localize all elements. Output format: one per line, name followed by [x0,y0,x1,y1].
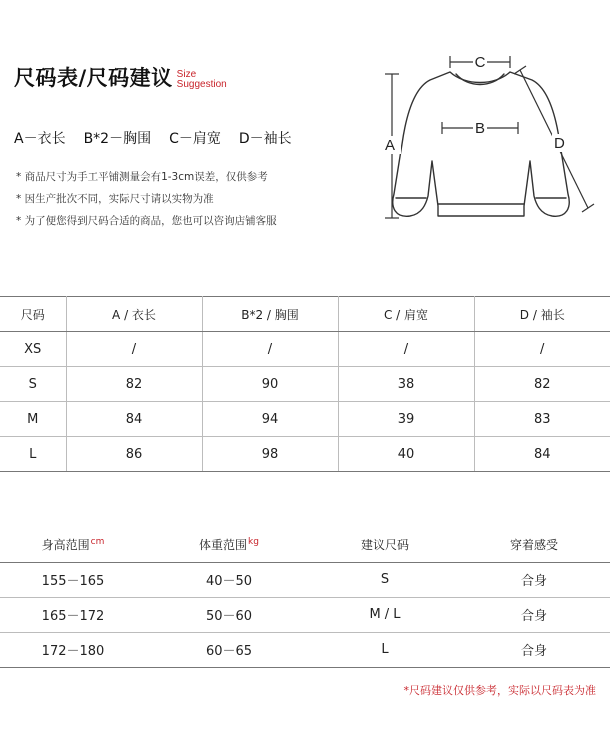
title-main: 尺码表/尺码建议 [14,66,173,90]
header-suggested-size: 建议尺码 [312,527,458,562]
cell-height: 165－172 [0,597,146,632]
cell-chest: / [202,332,338,367]
size-chart-table [0,296,610,472]
header-chest: B*2 / 胸围 [202,297,338,332]
cell-sleeve: 83 [474,402,610,437]
weight-label: 体重范围 [199,537,248,552]
measurement-legend [14,128,292,148]
cell-suggested-size: L [312,632,458,667]
cell-weight: 40－50 [146,562,312,597]
header-sleeve: D / 袖长 [474,297,610,332]
cell-height: 172－180 [0,632,146,667]
cell-length: 86 [66,437,202,472]
cell-length: 82 [66,367,202,402]
cell-suggested-size: M / L [312,597,458,632]
table-row [0,367,610,402]
cell-size: XS [0,332,66,367]
header-height-range [0,527,146,562]
title-subtitle [177,70,227,90]
cell-shoulder: 38 [338,367,474,402]
table-row [0,437,610,472]
table-header-row [0,297,610,332]
header-fit-feel: 穿着感受 [458,527,610,562]
legend-item-d: D－袖长 [238,131,292,147]
legend-item-b: B*2－胸围 [83,131,152,147]
sweater-measurement-diagram [370,46,600,226]
table-row [0,597,610,632]
cell-fit: 合身 [458,597,610,632]
subtitle-line-2: Suggestion [176,79,227,90]
label-d: D [554,135,565,152]
page-title [14,62,227,92]
height-unit: cm [90,536,105,547]
cell-shoulder: 39 [338,402,474,437]
height-label: 身高范围 [41,537,90,552]
cell-length: / [66,332,202,367]
weight-unit: kg [248,536,259,547]
cell-fit: 合身 [458,632,610,667]
legend-item-c: C－肩宽 [169,131,221,147]
cell-height: 155－165 [0,562,146,597]
header-weight-range [146,527,312,562]
legend-item-a: A－衣长 [14,131,66,147]
header-shoulder: C / 肩宽 [338,297,474,332]
header-length: A / 衣长 [66,297,202,332]
subtitle-line-1: Size [176,69,197,80]
cell-sleeve: 82 [474,367,610,402]
label-b: B [474,120,486,137]
table-row [0,402,610,437]
note-3: * 为了便您得到尺码合适的商品，您也可以咨询店铺客服 [16,215,277,227]
table-row [0,562,610,597]
cell-chest: 94 [202,402,338,437]
table-row [0,332,610,367]
fit-header-row [0,527,610,562]
fit-suggestion-table [0,527,610,668]
cell-sleeve: 84 [474,437,610,472]
cell-length: 84 [66,402,202,437]
cell-shoulder: 40 [338,437,474,472]
sweater-outline [393,72,569,216]
footer-note: *尺码建议仅供参考，实际以尺码表为准 [403,684,596,697]
cell-shoulder: / [338,332,474,367]
note-1: * 商品尺寸为手工平铺测量会有1-3cm误差，仅供参考 [16,171,268,183]
label-a: A [385,137,396,154]
cell-weight: 60－65 [146,632,312,667]
cell-chest: 90 [202,367,338,402]
cell-size: L [0,437,66,472]
header-size: 尺码 [0,297,66,332]
cell-weight: 50－60 [146,597,312,632]
cell-sleeve: / [474,332,610,367]
cell-size: M [0,402,66,437]
cell-fit: 合身 [458,562,610,597]
cell-chest: 98 [202,437,338,472]
measurement-notes [16,166,277,232]
label-c: C [474,54,486,71]
table-row [0,632,610,667]
cell-suggested-size: S [312,562,458,597]
note-2: * 因生产批次不同，实际尺寸请以实物为准 [16,193,214,205]
cell-size: S [0,367,66,402]
